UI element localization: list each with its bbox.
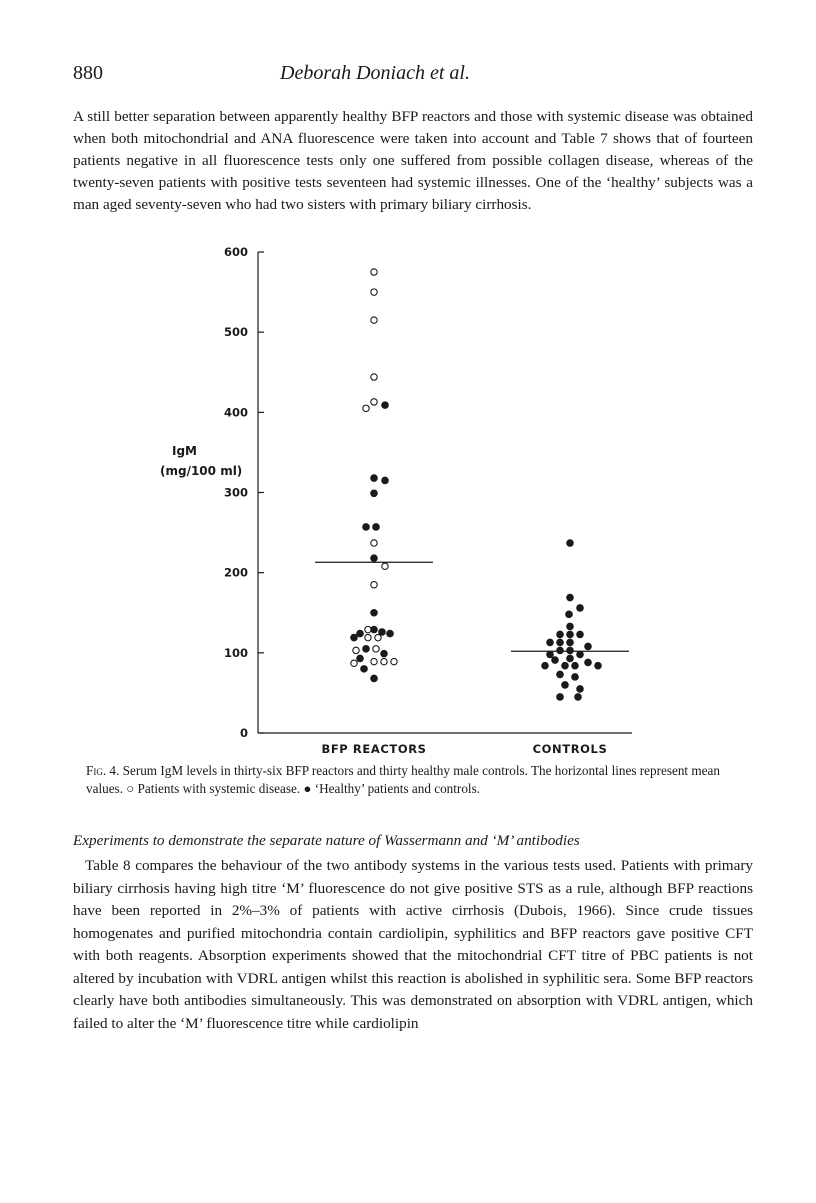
data-point-filled	[386, 630, 394, 638]
data-point-open	[353, 647, 359, 653]
y-tick-label: 600	[223, 245, 248, 259]
y-tick-label: 200	[223, 565, 248, 580]
figure-caption	[86, 762, 726, 798]
data-point-filled	[370, 490, 378, 498]
data-point-filled	[370, 609, 378, 617]
body-paragraph-1: A still better separation between apparently healthy BFP reactors and those with systemic disease was obtained when both mitochondrial and ANA fluorescence were taken into account and Table 7 shows that of fourteen patients negative in all fluorescence tests only one suffered from possible collagen disease, whereas of the twenty-seven patients with positive tests seventeen had systemic illnesses. One of the ‘healthy’ subjects was a man aged seventy-seven who had two sisters with primary biliary cirrhosis.	[73, 108, 753, 213]
data-point-filled	[362, 645, 370, 653]
data-point-open	[371, 269, 377, 275]
data-point-open	[373, 646, 379, 652]
data-point-filled	[576, 651, 584, 659]
data-point-filled	[551, 656, 559, 664]
data-point-filled	[566, 539, 574, 547]
data-point-filled	[356, 655, 364, 663]
data-point-filled	[576, 685, 584, 693]
data-point-filled	[584, 643, 592, 651]
data-point-open	[371, 289, 377, 295]
data-point-filled	[561, 681, 569, 689]
data-point-filled	[360, 665, 368, 673]
category-label: BFP REACTORS	[321, 742, 427, 756]
y-tick-label: 500	[223, 325, 248, 340]
data-point-filled	[372, 523, 380, 531]
y-axis-label-line1: IgM	[172, 444, 197, 458]
data-point-filled	[380, 650, 388, 658]
y-tick-label: 0	[239, 726, 248, 740]
section-heading: Experiments to demonstrate the separate nature of Wassermann and ‘M’ antibodies	[73, 832, 580, 849]
page-number: 880	[73, 62, 103, 84]
data-point-filled	[576, 604, 584, 612]
data-point-filled	[541, 662, 549, 670]
page-header	[73, 62, 753, 92]
data-point-filled	[350, 634, 358, 642]
data-point-filled	[571, 662, 579, 670]
data-point-filled	[370, 554, 378, 562]
data-point-open	[375, 634, 381, 640]
data-point-open	[363, 405, 369, 411]
category-labels	[321, 742, 607, 756]
igm-scatter-chart	[0, 240, 816, 770]
data-point-filled	[576, 631, 584, 639]
data-point-filled	[565, 611, 573, 619]
y-axis-label	[160, 444, 242, 478]
data-point-filled	[370, 626, 378, 634]
data-point-filled	[566, 655, 574, 663]
data-point-filled	[381, 477, 389, 485]
running-head: Deborah Doniach et al.	[280, 62, 470, 84]
data-point-filled	[362, 523, 370, 531]
data-point-filled	[556, 693, 564, 701]
data-point-filled	[556, 631, 564, 639]
body-paragraph-2: Table 8 compares the behaviour of the two antibody systems in the various tests used. Patients with primary biliary cirrhosis having high titre ‘M’ fluorescence do not give positive STS as a rule, although BFP reactions have been reported in 2%–3% of patients with active cirrhosis (Dubois, 1966). Since crude tissues homogenates and purified mitochondria contain cardiolipin, syphilitics and BFP reactors gave positive CFT with both reagents. Absorption experiments showed that the mitochondrial CFT titre of PBC patients is not altered by incubation with VDRL antigen whilst this reaction is abolished in syphilitic sera. Some BFP reactors clearly have both antibodies simultaneously. This was demonstrated on absorption with VDRL antigen, which failed to alter the ‘M’ fluorescence titre while cardiolipin	[73, 857, 753, 1032]
data-points	[350, 269, 602, 701]
data-point-filled	[574, 693, 582, 701]
figure-caption-label: Fig. 4.	[86, 763, 120, 778]
figure-caption-text: Serum IgM levels in thirty-six BFP reactors and thirty healthy male controls. The horizontal lines represent mean values. ○ Patients with systemic disease. ● ‘Healthy’ patients and controls.	[86, 763, 720, 796]
data-point-filled	[556, 639, 564, 647]
data-point-filled	[556, 671, 564, 679]
y-tick-label: 400	[223, 405, 248, 420]
y-axis-label-line2: (mg/100 ml)	[160, 464, 243, 478]
data-point-filled	[566, 623, 574, 631]
y-tick-label: 300	[223, 485, 248, 500]
data-point-open	[391, 658, 397, 664]
figure-4	[0, 240, 816, 770]
data-point-filled	[584, 659, 592, 667]
data-point-open	[371, 399, 377, 405]
chart-axes	[258, 252, 632, 733]
data-point-filled	[561, 662, 569, 670]
data-point-open	[365, 634, 371, 640]
data-point-open	[371, 317, 377, 323]
data-point-filled	[594, 662, 602, 670]
data-point-filled	[381, 401, 389, 409]
data-point-open	[371, 540, 377, 546]
data-point-open	[371, 374, 377, 380]
data-point-open	[351, 660, 357, 666]
data-point-filled	[556, 647, 564, 655]
data-point-filled	[370, 474, 378, 482]
data-point-filled	[566, 639, 574, 647]
data-point-filled	[546, 639, 554, 647]
category-label: CONTROLS	[532, 742, 608, 756]
data-point-filled	[370, 675, 378, 683]
data-point-filled	[571, 673, 579, 681]
y-tick-label: 100	[223, 645, 248, 660]
data-point-filled	[566, 647, 574, 655]
data-point-open	[381, 658, 387, 664]
data-point-open	[371, 658, 377, 664]
data-point-filled	[566, 631, 574, 639]
data-point-open	[371, 581, 377, 587]
data-point-filled	[566, 594, 574, 602]
data-point-open	[382, 563, 388, 569]
